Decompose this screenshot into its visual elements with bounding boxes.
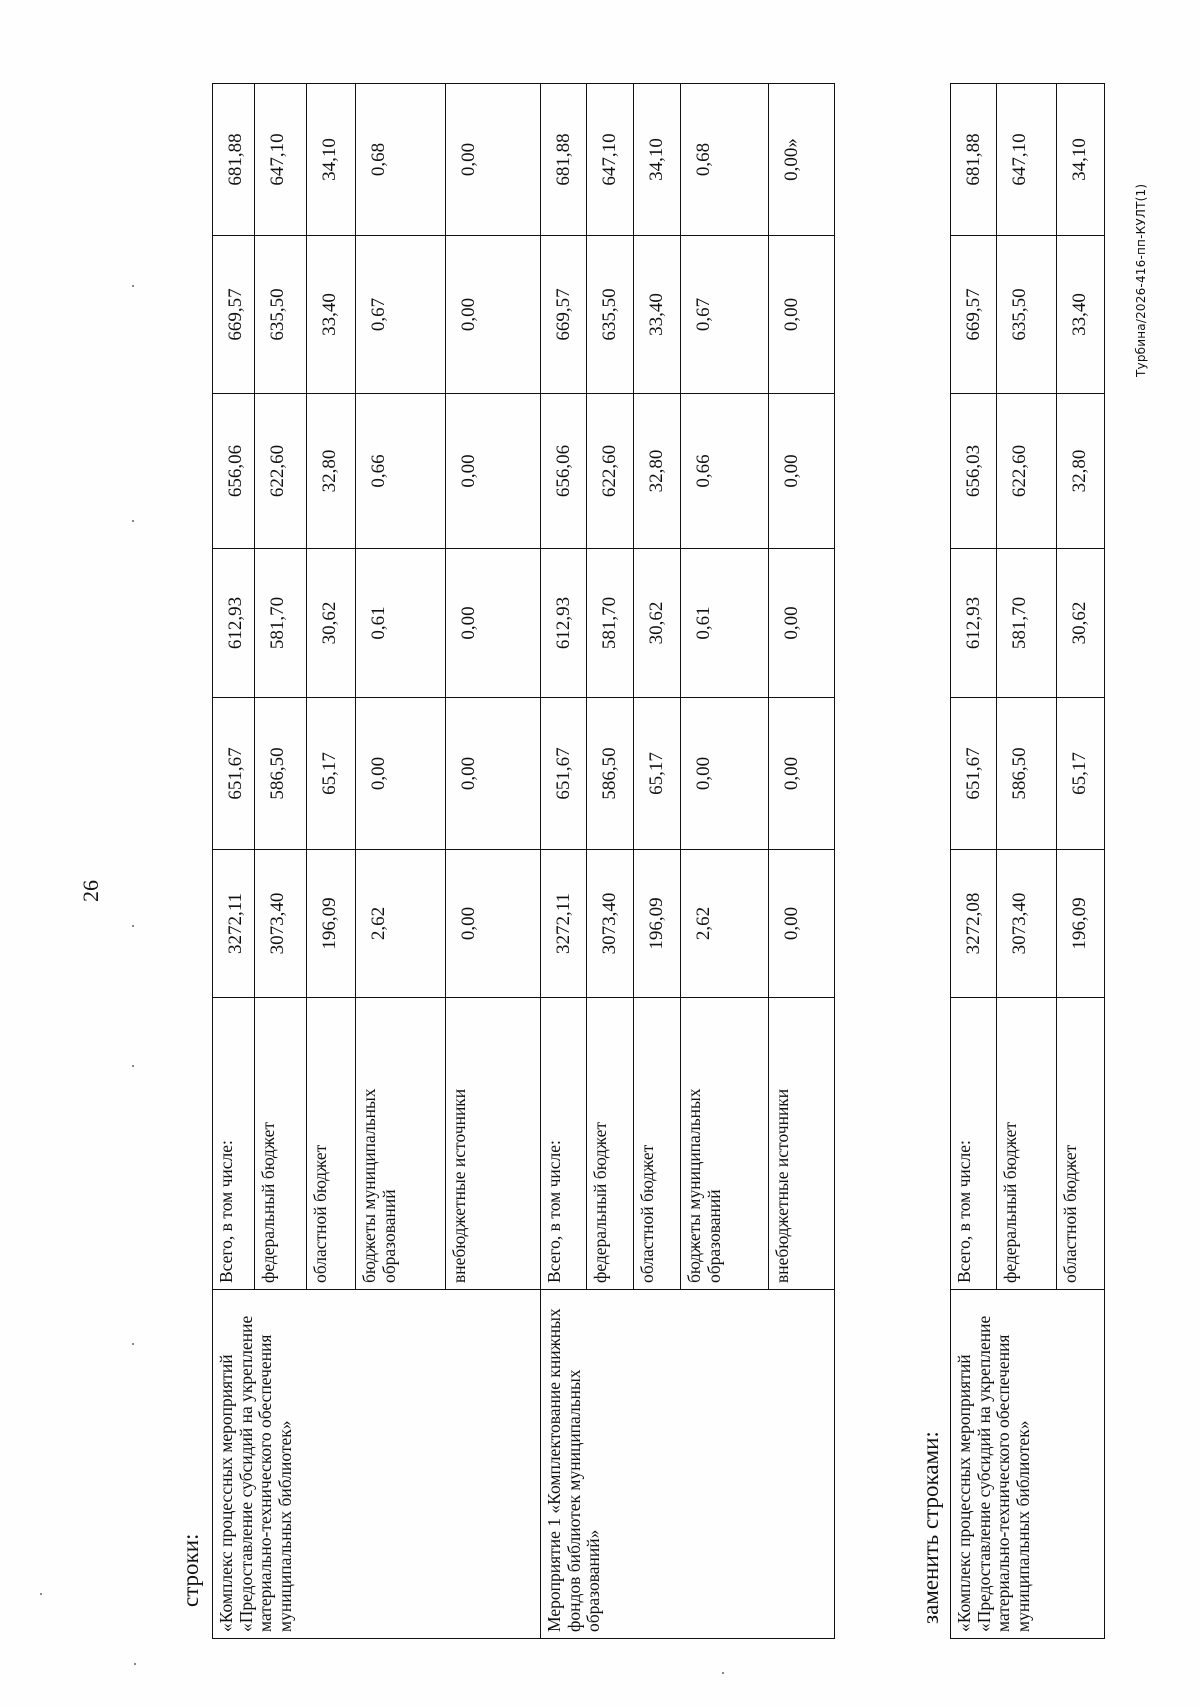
value-cell: 32,80 (634, 394, 681, 549)
funding-source-cell: Всего, в том числе: (213, 998, 255, 1290)
value-cell: 612,93 (951, 549, 997, 698)
value-cell: 581,70 (255, 549, 307, 698)
value-cell: 3272,11 (541, 850, 587, 998)
scan-speck (40, 1593, 42, 1595)
value-cell: 196,09 (1057, 850, 1105, 998)
value-cell: 0,61 (356, 549, 446, 698)
value-cell: 0,00 (769, 394, 835, 549)
value-cell: 681,88 (951, 84, 997, 236)
value-cell: 635,50 (255, 236, 307, 394)
value-cell: 3073,40 (587, 850, 634, 998)
value-cell: 34,10 (634, 84, 681, 236)
value-cell: 669,57 (213, 236, 255, 394)
value-cell: 612,93 (541, 549, 587, 698)
value-cell: 34,10 (1057, 84, 1105, 236)
value-cell: 681,88 (541, 84, 587, 236)
value-cell: 635,50 (997, 236, 1057, 394)
value-cell: 586,50 (997, 698, 1057, 850)
funding-source-cell: областной бюджет (634, 998, 681, 1290)
value-cell: 3272,11 (213, 850, 255, 998)
value-cell: 2,62 (356, 850, 446, 998)
value-cell: 0,68 (356, 84, 446, 236)
value-cell: 581,70 (587, 549, 634, 698)
funding-source-cell: федеральный бюджет (255, 998, 307, 1290)
value-cell: 33,40 (1057, 236, 1105, 394)
value-cell: 0,00 (446, 236, 541, 394)
value-cell: 681,88 (213, 84, 255, 236)
value-cell: 656,06 (213, 394, 255, 549)
value-cell: 2,62 (681, 850, 769, 998)
value-cell: 0,00 (446, 394, 541, 549)
value-cell: 0,00 (769, 698, 835, 850)
value-cell: 32,80 (1057, 394, 1105, 549)
budget-table-original (212, 83, 835, 1639)
funding-source-cell: областной бюджет (1057, 998, 1105, 1290)
value-cell: 586,50 (587, 698, 634, 850)
section-label-rows: строки: (178, 1533, 203, 1607)
value-cell: 65,17 (307, 698, 356, 850)
value-cell: 0,00 (446, 698, 541, 850)
budget-table-replacement (950, 83, 1105, 1639)
value-cell: 0,00 (446, 549, 541, 698)
scan-speck (132, 1343, 134, 1345)
value-cell: 0,00 (769, 236, 835, 394)
value-cell: 669,57 (951, 236, 997, 394)
table-row (213, 84, 255, 1639)
value-cell: 30,62 (1057, 549, 1105, 698)
value-cell: 0,00 (769, 549, 835, 698)
value-cell: 196,09 (634, 850, 681, 998)
value-cell: 32,80 (307, 394, 356, 549)
funding-source-cell: бюджеты муниципальных образований (356, 998, 446, 1290)
page-number: 26 (78, 880, 103, 902)
table-row (541, 84, 587, 1639)
value-cell: 0,61 (681, 549, 769, 698)
value-cell: 647,10 (997, 84, 1057, 236)
value-cell: 196,09 (307, 850, 356, 998)
funding-source-cell: бюджеты муниципальных образований (681, 998, 769, 1290)
value-cell: 0,00 (356, 698, 446, 850)
value-cell: 30,62 (307, 549, 356, 698)
value-cell: 669,57 (541, 236, 587, 394)
value-cell: 0,67 (356, 236, 446, 394)
value-cell: 65,17 (1057, 698, 1105, 850)
value-cell: 0,00 (446, 84, 541, 236)
value-cell: 647,10 (587, 84, 634, 236)
section-label-replace: заменить строками: (918, 1431, 943, 1624)
value-cell: 656,06 (541, 394, 587, 549)
program-name-cell: «Комплекс процессных мероприятий «Предоставление субсидий на укрепление материально-технического обеспечения муниципальных библиотек» (951, 1290, 1105, 1639)
scan-speck (132, 925, 134, 927)
funding-source-cell: Всего, в том числе: (541, 998, 587, 1290)
activity-name-cell: Мероприятие 1 «Комплектование книжных фондов библиотек муниципальных образований» (541, 1290, 835, 1639)
value-cell: 34,10 (307, 84, 356, 236)
value-cell: 0,00» (769, 84, 835, 236)
document-footer-code: Турбина/2026-416-пп-КУЛТ(1) (1134, 183, 1148, 377)
value-cell: 3272,08 (951, 850, 997, 998)
value-cell: 0,00 (681, 698, 769, 850)
funding-source-cell: внебюджетные источники (446, 998, 541, 1290)
scan-speck (132, 285, 134, 287)
value-cell: 33,40 (634, 236, 681, 394)
value-cell: 0,00 (769, 850, 835, 998)
funding-source-cell: внебюджетные источники (769, 998, 835, 1290)
value-cell: 635,50 (587, 236, 634, 394)
scan-speck (132, 520, 134, 522)
funding-source-cell: Всего, в том числе: (951, 998, 997, 1290)
value-cell: 622,60 (997, 394, 1057, 549)
value-cell: 0,66 (681, 394, 769, 549)
value-cell: 3073,40 (997, 850, 1057, 998)
value-cell: 65,17 (634, 698, 681, 850)
value-cell: 612,93 (213, 549, 255, 698)
value-cell: 3073,40 (255, 850, 307, 998)
value-cell: 651,67 (213, 698, 255, 850)
value-cell: 651,67 (951, 698, 997, 850)
table-row (951, 84, 997, 1639)
value-cell: 622,60 (587, 394, 634, 549)
value-cell: 622,60 (255, 394, 307, 549)
value-cell: 656,03 (951, 394, 997, 549)
funding-source-cell: федеральный бюджет (997, 998, 1057, 1290)
scan-speck (132, 1065, 134, 1067)
value-cell: 0,68 (681, 84, 769, 236)
value-cell: 647,10 (255, 84, 307, 236)
value-cell: 0,67 (681, 236, 769, 394)
value-cell: 33,40 (307, 236, 356, 394)
scan-speck (134, 1663, 136, 1665)
program-name-cell: «Комплекс процессных мероприятий «Предоставление субсидий на укрепление материально-технического обеспечения муниципальных библиотек» (213, 1290, 541, 1639)
value-cell: 0,66 (356, 394, 446, 549)
funding-source-cell: областной бюджет (307, 998, 356, 1290)
funding-source-cell: федеральный бюджет (587, 998, 634, 1290)
scan-speck (722, 1672, 724, 1674)
value-cell: 581,70 (997, 549, 1057, 698)
value-cell: 0,00 (446, 850, 541, 998)
value-cell: 30,62 (634, 549, 681, 698)
value-cell: 586,50 (255, 698, 307, 850)
value-cell: 651,67 (541, 698, 587, 850)
